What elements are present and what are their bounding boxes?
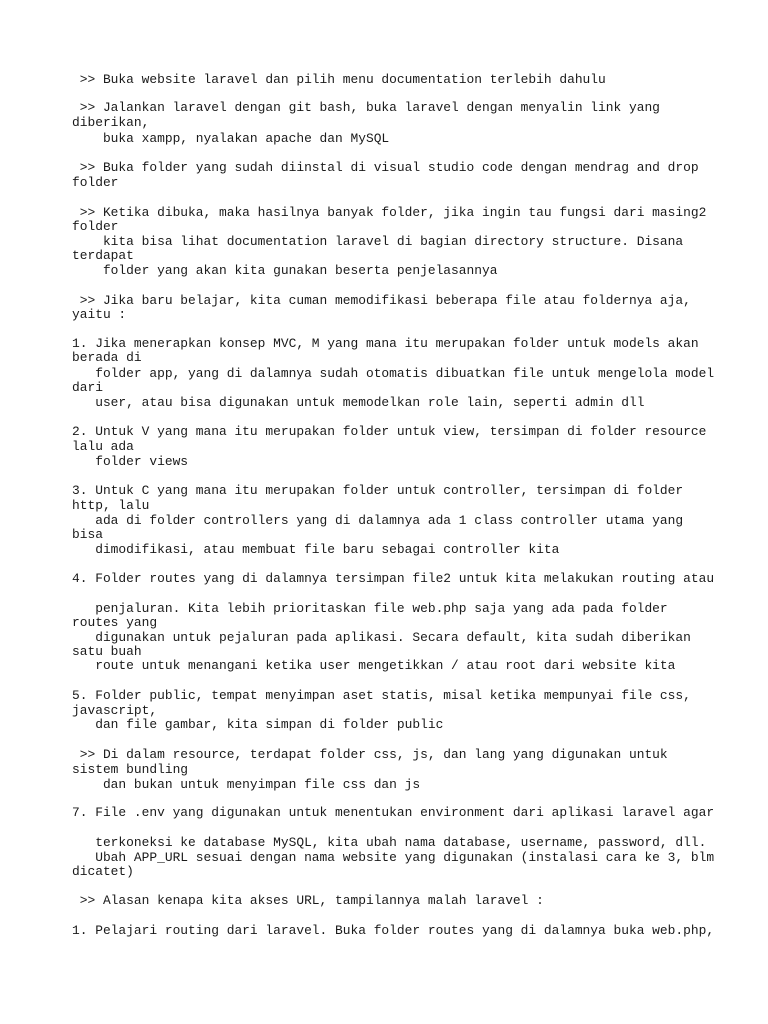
text-line: >> Jalankan laravel dengan git bash, buka laravel dengan menyalin link yang xyxy=(72,100,660,115)
text-line: berada di xyxy=(72,350,142,365)
text-line: http, lalu xyxy=(72,498,150,513)
text-line: terdapat xyxy=(72,248,134,263)
text-line: folder xyxy=(72,175,119,190)
text-line: penjaluran. Kita lebih prioritaskan file web.php saja yang ada pada folder xyxy=(72,601,668,616)
text-line: 1. Pelajari routing dari laravel. Buka folder routes yang di dalamnya buka web.php, xyxy=(72,923,715,938)
text-line: >> Jika baru belajar, kita cuman memodifikasi beberapa file atau foldernya aja, xyxy=(72,293,691,308)
text-line: buka xampp, nyalakan apache dan MySQL xyxy=(72,131,390,146)
text-line: dan file gambar, kita simpan di folder public xyxy=(72,717,444,732)
text-line: folder views xyxy=(72,454,189,469)
text-line: dimodifikasi, atau membuat file baru sebagai controller kita xyxy=(72,542,560,557)
text-line: dicatet) xyxy=(72,864,134,879)
text-line: user, atau bisa digunakan untuk memodelkan role lain, seperti admin dll xyxy=(72,395,645,410)
text-line: folder xyxy=(72,219,119,234)
text-line: 2. Untuk V yang mana itu merupakan folder untuk view, tersimpan di folder resource xyxy=(72,424,707,439)
text-line: folder app, yang di dalamnya sudah otomatis dibuatkan file untuk mengelola model xyxy=(72,366,715,381)
text-line: >> Ketika dibuka, maka hasilnya banyak folder, jika ingin tau fungsi dari masing2 xyxy=(72,205,707,220)
text-line: route untuk menangani ketika user mengetikkan / atau root dari website kita xyxy=(72,658,676,673)
text-line: lalu ada xyxy=(72,439,134,454)
text-line: javascript, xyxy=(72,703,158,718)
text-line: >> Di dalam resource, terdapat folder css, js, dan lang yang digunakan untuk xyxy=(72,747,668,762)
text-line: ada di folder controllers yang di dalamnya ada 1 class controller utama yang xyxy=(72,513,684,528)
text-line: digunakan untuk pejaluran pada aplikasi. Secara default, kita sudah diberikan xyxy=(72,630,691,645)
text-line: diberikan, xyxy=(72,115,150,130)
text-line: 1. Jika menerapkan konsep MVC, M yang mana itu merupakan folder untuk models akan xyxy=(72,336,699,351)
text-line: yaitu : xyxy=(72,307,127,322)
text-line: 7. File .env yang digunakan untuk menentukan environment dari aplikasi laravel agar xyxy=(72,805,715,820)
text-line: dan bukan untuk menyimpan file css dan js xyxy=(72,777,421,792)
text-line: >> Buka folder yang sudah diinstal di visual studio code dengan mendrag and drop xyxy=(72,160,699,175)
text-line: routes yang xyxy=(72,615,158,630)
text-line: >> Alasan kenapa kita akses URL, tampilannya malah laravel : xyxy=(72,893,544,908)
text-line: Ubah APP_URL sesuai dengan nama website yang digunakan (instalasi cara ke 3, blm xyxy=(72,850,715,865)
text-line: 5. Folder public, tempat menyimpan aset statis, misal ketika mempunyai file css, xyxy=(72,688,691,703)
text-line: folder yang akan kita gunakan beserta penjelasannya xyxy=(72,263,498,278)
text-line: satu buah xyxy=(72,644,142,659)
text-line: >> Buka website laravel dan pilih menu documentation terlebih dahulu xyxy=(72,72,606,87)
text-line: dari xyxy=(72,380,103,395)
text-line: terkoneksi ke database MySQL, kita ubah nama database, username, password, dll. xyxy=(72,835,707,850)
text-line: kita bisa lihat documentation laravel di bagian directory structure. Disana xyxy=(72,234,684,249)
text-line: sistem bundling xyxy=(72,762,189,777)
text-line: 4. Folder routes yang di dalamnya tersimpan file2 untuk kita melakukan routing atau xyxy=(72,571,715,586)
text-line: 3. Untuk C yang mana itu merupakan folder untuk controller, tersimpan di folder xyxy=(72,483,684,498)
text-line: bisa xyxy=(72,527,103,542)
